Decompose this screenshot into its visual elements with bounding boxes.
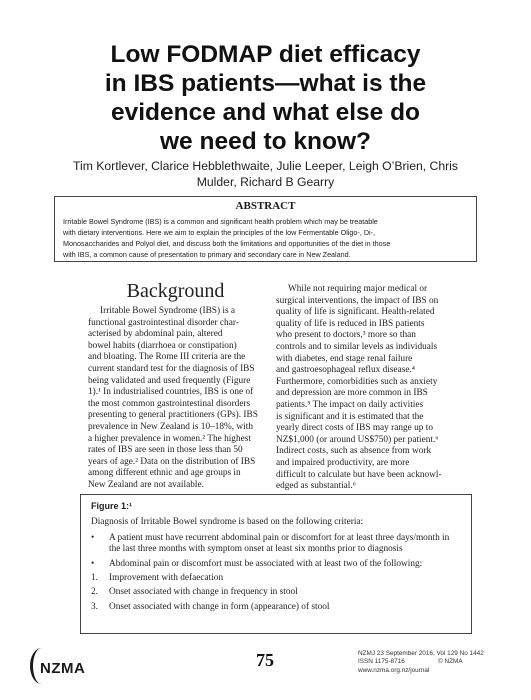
figure-bullet: [91, 533, 461, 556]
article-title: [30, 40, 501, 156]
body-text-line: surgical interventions, the impact of IBS on: [276, 295, 439, 306]
journal-info: [358, 650, 508, 675]
journal-citation: NZMJ 23 September 2016, Vol 129 No 1442: [358, 650, 484, 657]
body-text-line: current standard test for the diagnosis of IBS: [88, 363, 255, 374]
journal-copyright: © NZMA: [438, 658, 463, 666]
right-column: [276, 284, 449, 493]
item-text: Onset associated with change in form (appearance) of stool: [109, 601, 330, 612]
body-text-line: acterised by abdominal pain, altered: [88, 329, 223, 340]
body-text-line: controls and to similar levels as individuals: [276, 341, 438, 352]
bullet-marker: •: [91, 558, 95, 569]
abstract-text: [63, 216, 468, 260]
body-text-line: is significant and it is estimated that the: [276, 411, 424, 422]
title-line: Low FODMAP diet efficacy: [110, 41, 421, 68]
body-text-line: presenting to general practitioners (GPs). IBS: [88, 410, 258, 421]
item-text: Improvement with defaecation: [109, 573, 224, 584]
right-column-body: [276, 284, 449, 493]
bullet-text: Abdominal pain or discomfort must be associated with at least two of the following:: [109, 558, 423, 569]
body-text-line: New Zealand are not available.: [88, 479, 204, 490]
figure-1-box: [80, 494, 472, 634]
logo-text: NZMA: [40, 660, 86, 677]
body-text-line: and gastroesophageal reflux disease.⁴: [276, 365, 416, 376]
figure-label: Figure 1:¹: [91, 501, 133, 511]
body-text-line: Irritable Bowel Syndrome (IBS) is a: [100, 306, 236, 316]
page-number: 75: [256, 650, 274, 670]
body-text-line: NZ$1,000 (or around US$750) per patient.⁶: [276, 434, 439, 445]
body-text-line: bowel habits (diarrhoea or constipation): [88, 340, 237, 351]
body-text-line: a higher prevalence in women.² The highest: [88, 433, 251, 444]
body-text-line: rates of IBS are seen in those less than 50: [88, 445, 243, 456]
section-heading-background: Background: [126, 280, 225, 302]
journal-issn: ISSN 1175-8716: [358, 658, 405, 666]
left-column: [88, 280, 263, 492]
body-text-line: among different ethnic and age groups in: [88, 468, 241, 479]
item-text: Onset associated with change in frequency in stool: [109, 587, 298, 598]
item-number: 3.: [91, 601, 98, 612]
body-text-line: and bloating. The Rome III criteria are the: [88, 352, 246, 363]
abstract-line: with IBS, a common cause of presentation to primary and secondary care in New Zealand.: [63, 250, 351, 259]
figure-numbered-item: [91, 602, 461, 613]
figure-numbered-item: [91, 587, 461, 598]
body-text-line: prevalence in New Zealand is 10–18%, with: [88, 421, 253, 432]
title-line: in IBS patients—what is the: [104, 70, 427, 97]
body-text-line: yearly direct costs of IBS may range up to: [276, 423, 433, 434]
body-text-line: quality of life is reduced in IBS patients: [276, 318, 425, 329]
figure-bullet: [91, 559, 461, 570]
left-column-body: [88, 306, 263, 492]
title-line: evidence and what else do: [110, 99, 421, 126]
journal-url: www.nzma.org.nz/journal: [358, 666, 430, 674]
body-text-line: the most common gastrointestinal disorders: [88, 398, 251, 409]
abstract-line: Monosaccharides and Polyol diet, and discuss both the limitations and opportunities of the diet in those: [63, 239, 391, 248]
body-text-line: While not requiring major medical or: [288, 284, 428, 294]
abstract-line: Irritable Bowel Syndrome (IBS) is a common and significant health problem which may be treatable: [63, 217, 378, 226]
body-text-line: Indirect costs, such as absence from work: [276, 446, 432, 457]
author-line: Tim Kortlever, Clarice Hebblethwaite, Julie Leeper, Leigh O’Brien, Chris: [73, 159, 458, 173]
body-text-line: patients.⁵ The impact on daily activities: [276, 399, 424, 410]
body-text-line: Furthermore, comorbidities such as anxiety: [276, 376, 438, 387]
body-text-line: 1).¹ In industrialised countries, IBS is one of: [88, 387, 254, 398]
bullet-marker: •: [91, 532, 95, 543]
body-text-line: and depression are more common in IBS: [276, 388, 428, 399]
journal-info-row: [358, 650, 508, 658]
body-text-line: difficult to calculate but have been acknowl-: [276, 469, 442, 480]
item-number: 1.: [91, 573, 98, 584]
body-text-line: who present to doctors,³ more so than: [276, 330, 416, 341]
body-text-line: functional gastrointestinal disorder char-: [88, 317, 239, 328]
body-text-line: and impaired productivity, are more: [276, 457, 410, 468]
body-text-line: with diabetes, end stage renal failure: [276, 353, 413, 364]
journal-info-row: [358, 667, 508, 675]
body-text-line: edged as substantial.⁶: [276, 481, 356, 492]
journal-info-row: [358, 658, 508, 666]
title-line: we need to know?: [160, 128, 371, 155]
author-line: Mulder, Richard B Gearry: [196, 175, 335, 189]
nzma-logo: [30, 648, 110, 688]
figure-intro: Diagnosis of Irritable Bowel syndrome is based on the following criteria:: [91, 517, 364, 528]
abstract-line: with dietary interventions. Here we aim to explain the principles of the low Fermentable Oligo-, Di-,: [63, 228, 375, 237]
body-text-line: being validated and used frequently (Figure: [88, 375, 251, 386]
body-text-line: quality of life is significant. Health-related: [276, 307, 435, 318]
author-list: [40, 158, 491, 190]
bullet-text: A patient must have recurrent abdominal pain or discomfort for at least three days/month in the last three months with symptom onset at least six months prior to diagnosis: [109, 532, 450, 555]
body-text-line: years of age.² Data on the distribution of IBS: [88, 456, 256, 467]
abstract-box: [54, 196, 477, 262]
item-number: 2.: [91, 587, 98, 598]
figure-numbered-item: [91, 573, 461, 584]
abstract-heading: ABSTRACT: [235, 200, 296, 212]
